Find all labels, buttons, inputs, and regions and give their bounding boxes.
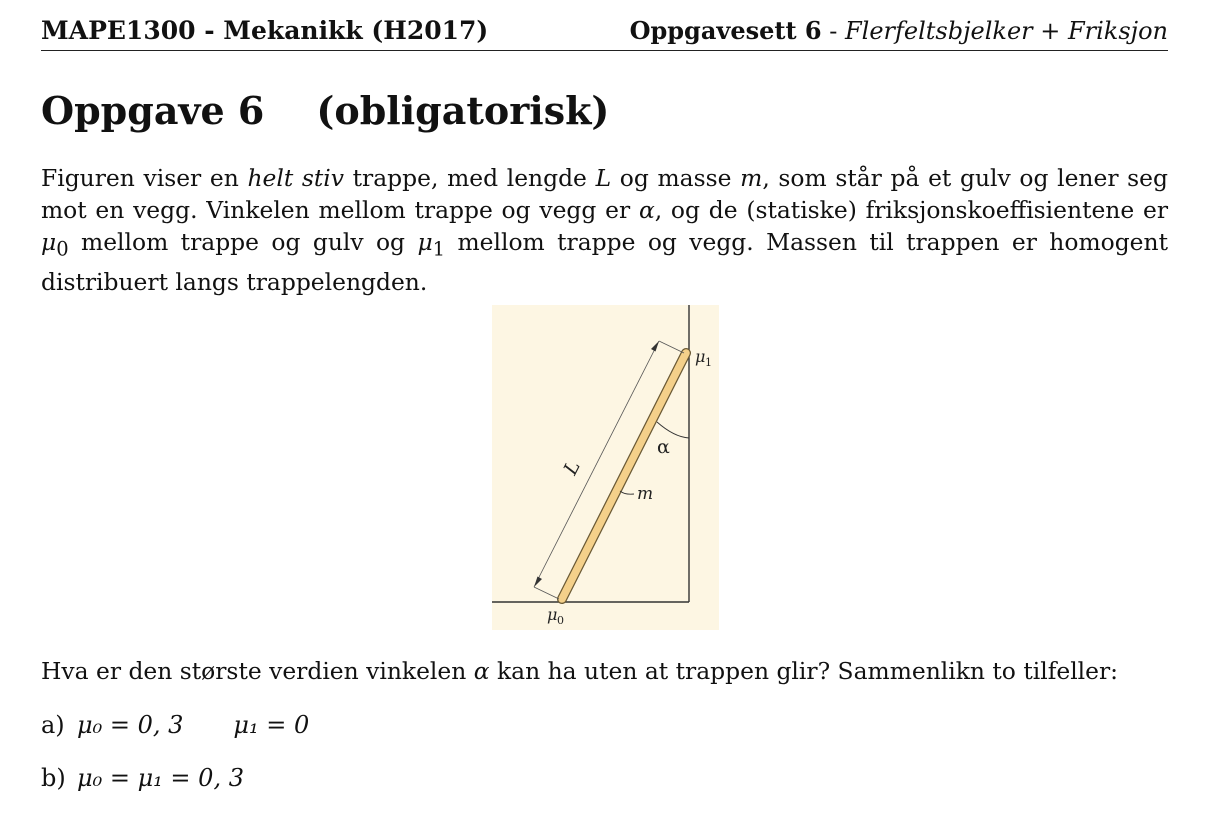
- subscript: 0: [56, 237, 69, 261]
- text-run: mellom trappe og gulv og: [68, 228, 418, 256]
- text-run: kan ha uten at trappen glir? Sammenlikn to tilfeller:: [489, 657, 1119, 685]
- label-alpha: α: [657, 436, 670, 458]
- math-symbol-mu1: μ: [417, 228, 433, 256]
- exercise-note: (obligatorisk): [316, 88, 610, 133]
- label-mu1: μ: [695, 347, 706, 366]
- text-run: mellom trappe og vegg. Massen til trappen er homogent distribuert langs trappelengden.: [41, 228, 1168, 296]
- text-run: Hva er den største verdien vinkelen: [41, 657, 474, 685]
- emphasis-text: helt stiv: [247, 164, 344, 192]
- case-b-expression: μ₀ = μ₁ = 0, 3: [77, 764, 244, 792]
- exercise-number: Oppgave 6: [41, 88, 265, 133]
- case-b-label: b): [41, 764, 66, 792]
- assignment-set-title: [630, 16, 1168, 45]
- text-run: , som står på et gulv og lener seg mot en vegg. Vinkelen mellom trappe og vegg er: [41, 164, 1168, 224]
- label-mu0: μ: [547, 605, 558, 624]
- subscript: 1: [432, 237, 446, 261]
- label-mu1-sub: 1: [705, 356, 712, 369]
- math-symbol-alpha: α: [473, 657, 490, 685]
- label-L: L: [559, 457, 585, 479]
- problem-description: [41, 162, 1168, 298]
- assignment-set-separator: -: [821, 17, 845, 45]
- case-a-expression-1: μ₀ = 0, 3: [77, 711, 184, 739]
- course-title: MAPE1300 - Mekanikk (H2017): [41, 16, 489, 45]
- text-run: og masse: [611, 164, 741, 192]
- exercise-title: [41, 88, 609, 133]
- case-a-label: a): [41, 711, 65, 739]
- math-symbol-m: m: [740, 164, 763, 192]
- math-symbol-alpha: α: [638, 196, 655, 224]
- case-a-expression-2: μ₁ = 0: [233, 711, 310, 739]
- label-m: m: [637, 484, 654, 504]
- page-header: [41, 14, 1168, 51]
- case-b: [41, 764, 244, 792]
- assignment-set-topic: Flerfeltsbjelker + Friksjon: [844, 17, 1168, 45]
- case-a: [41, 711, 309, 739]
- question-text: [41, 657, 1118, 685]
- assignment-set-number: Oppgavesett 6: [629, 16, 822, 45]
- math-symbol-L: L: [595, 164, 612, 192]
- math-symbol-mu0: μ: [41, 228, 57, 256]
- label-mu0-sub: 0: [557, 614, 564, 627]
- text-run: trappe, med lengde: [344, 164, 596, 192]
- ladder-figure: [492, 305, 719, 630]
- text-run: Figuren viser en: [41, 164, 248, 192]
- text-run: , og de (statiske) friksjonskoeffisientene er: [654, 196, 1169, 224]
